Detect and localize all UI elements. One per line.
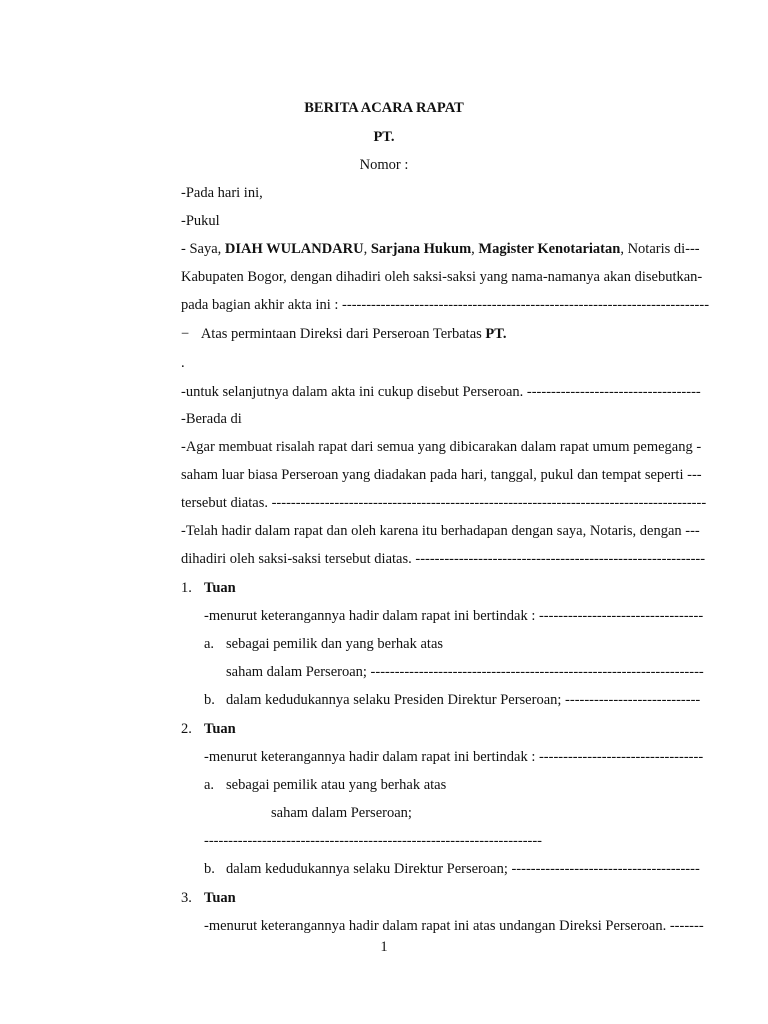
attendee-2-role: -menurut keterangannya hadir dalam rapat ini bertindak : ---------------------------------- (204, 749, 704, 765)
attendee-2-a-line-1: sebagai pemilik atau yang berhak atas (226, 777, 447, 793)
notary-line (181, 240, 700, 258)
time-line: -Pukul (181, 213, 220, 229)
day-line: -Pada hari ini, (181, 185, 263, 201)
purpose-line-3: tersebut diatas. ------------------------------------------------------------------------------------------ (181, 495, 707, 511)
attendee-2-title: Tuan (204, 721, 236, 737)
notary-name: DIAH WULANDARU (224, 241, 364, 257)
notary-degree-1: Sarjana Hukum (370, 241, 472, 257)
comma-2: , (471, 241, 479, 257)
comma-1: , (363, 241, 371, 257)
notary-suffix: , Notaris di--- (620, 241, 700, 257)
deed-end-line: pada bagian akhir akta ini : ---------------------------------------------------------------------------- (181, 297, 710, 313)
referred-line: -untuk selanjutnya dalam akta ini cukup disebut Perseroan. ------------------------------------ (181, 384, 701, 400)
attendee-2-a-line-2: saham dalam Perseroan; (271, 805, 412, 821)
document-title: BERITA ACARA RAPAT (304, 100, 464, 116)
purpose-line-1: -Agar membuat risalah rapat dari semua yang dibicarakan dalam rapat umum pemegang - (181, 439, 702, 455)
attendee-2-a-marker: a. (204, 777, 215, 793)
attendee-1-title: Tuan (204, 580, 236, 596)
attendee-3-role: -menurut keterangannya hadir dalam rapat ini atas undangan Direksi Perseroan. ------- (204, 918, 704, 934)
period-line: . (181, 355, 185, 371)
attendee-3-title: Tuan (204, 890, 236, 906)
company-name: PT. (373, 129, 395, 145)
notary-prefix: - Saya, (181, 241, 225, 257)
notary-degree-2: Magister Kenotariatan (478, 241, 621, 257)
attendee-1-a-line-2: saham dalam Perseroan; --------------------------------------------------------------------- (226, 664, 704, 680)
request-company: PT. (485, 326, 507, 342)
attendee-2-number: 2. (181, 721, 192, 737)
attendee-1-role: -menurut keterangannya hadir dalam rapat ini bertindak : ---------------------------------- (204, 608, 704, 624)
document-number-label: Nomor : (359, 157, 409, 173)
request-dash: − (181, 326, 190, 342)
attendee-1-b-marker: b. (204, 692, 215, 708)
attendee-1-a-marker: a. (204, 636, 215, 652)
attendance-line-2: dihadiri oleh saksi-saksi tersebut diatas. ------------------------------------------------------------ (181, 551, 706, 567)
located-line: -Berada di (181, 411, 242, 427)
attendee-1-number: 1. (181, 580, 192, 596)
attendance-line-1: -Telah hadir dalam rapat dan oleh karena itu berhadapan dengan saya, Notaris, dengan --- (181, 523, 700, 539)
witness-line: Kabupaten Bogor, dengan dihadiri oleh saksi-saksi yang nama-namanya akan disebutkan- (181, 269, 703, 285)
purpose-line-2: saham luar biasa Perseroan yang diadakan pada hari, tanggal, pukul dan tempat seperti --- (181, 467, 702, 483)
attendee-2-b-marker: b. (204, 861, 215, 877)
attendee-2-b-line: dalam kedudukannya selaku Direktur Perseroan; --------------------------------------- (226, 861, 700, 877)
attendee-2-a-line-3: ---------------------------------------------------------------------- (204, 833, 543, 849)
page-number: 1 (380, 939, 388, 955)
attendee-1-b-line: dalam kedudukannya selaku Presiden Direktur Perseroan; ---------------------------- (226, 692, 701, 708)
request-text: Atas permintaan Direksi dari Perseroan Terbatas (200, 326, 486, 342)
attendee-1-a-line-1: sebagai pemilik dan yang berhak atas (226, 636, 444, 652)
request-line (181, 325, 506, 343)
attendee-3-number: 3. (181, 890, 192, 906)
